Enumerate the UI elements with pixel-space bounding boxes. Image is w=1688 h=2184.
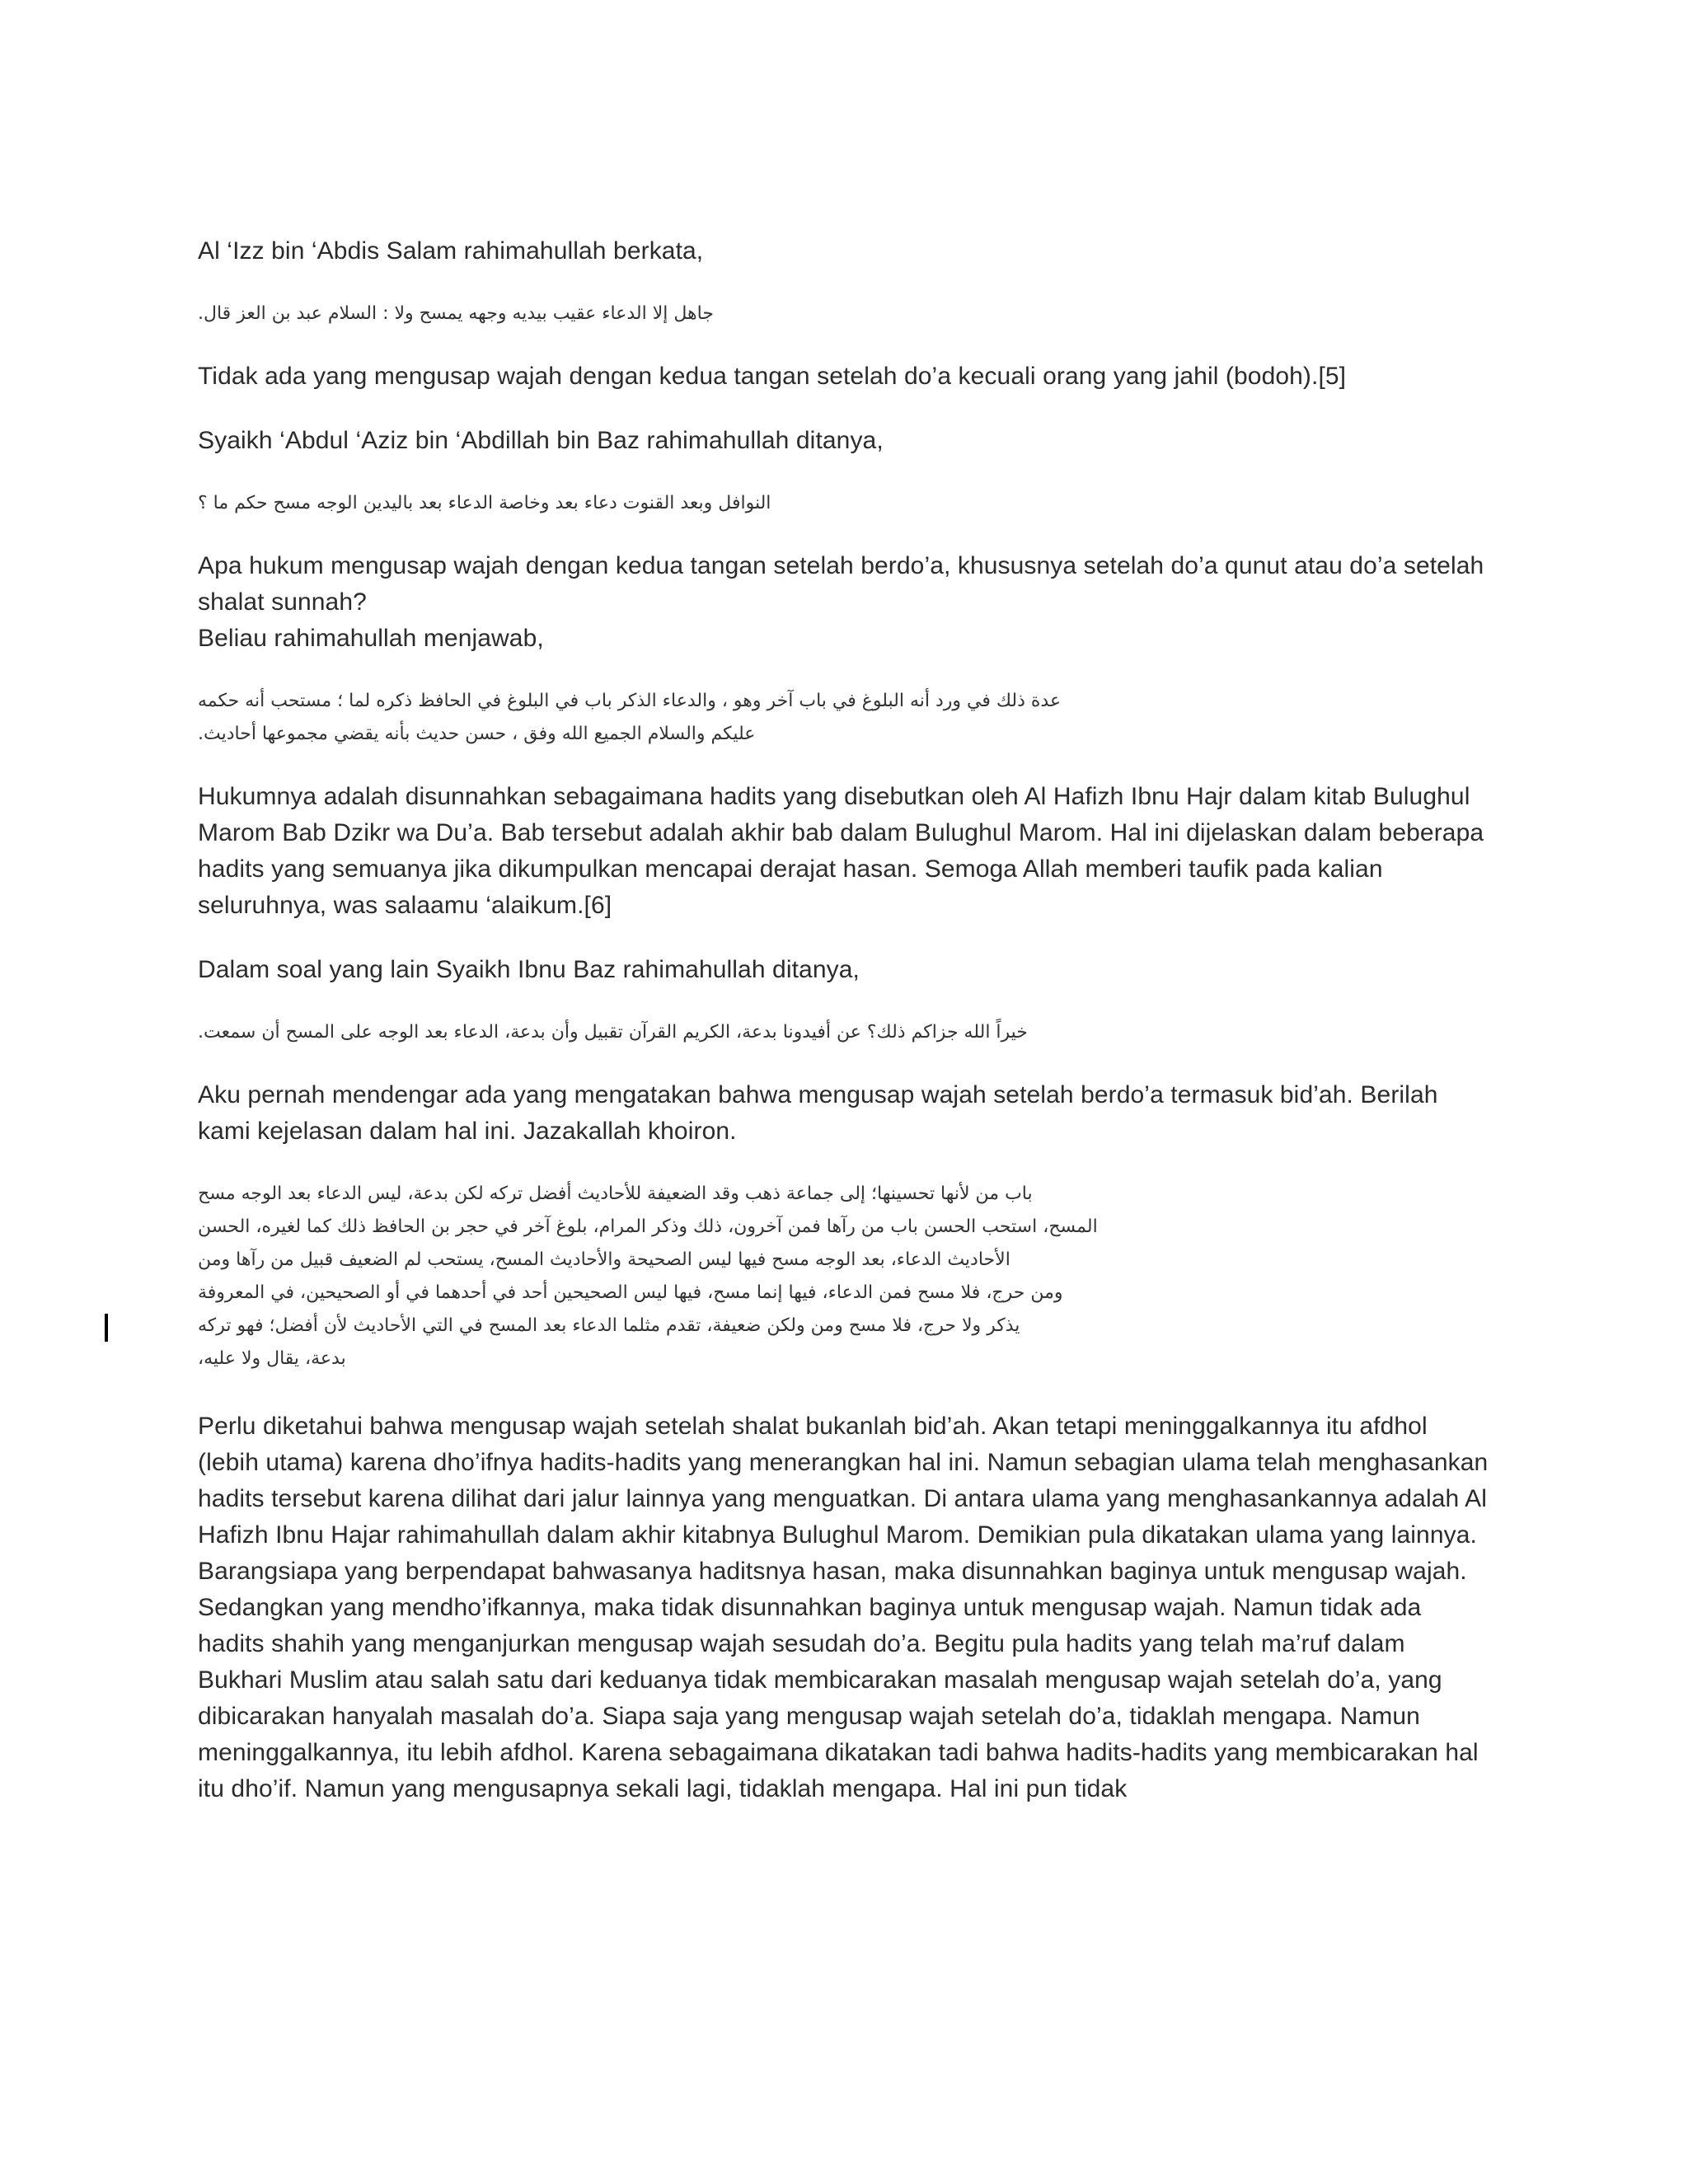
arabic-answer-bin-baz [198, 685, 1492, 751]
arabic-line: عليكم والسلام الجميع الله وفق ، حسن حديث بأنه يقضي مجموعها أحاديث. [198, 724, 756, 744]
paragraph-translation-2: Apa hukum mengusap wajah dengan kedua tangan setelah berdo’a, khususnya setelah do’a qunut atau do’a setelah shalat sunnah? [198, 552, 1484, 616]
arabic-line: جاهل إلا الدعاء عقيب بيديه وجهه يمسح ولا : السلام عبد بن العز قال. [198, 303, 714, 324]
arabic-question-2 [198, 1016, 1492, 1049]
arabic-line: باب من لأنها تحسينها؛ إلى جماعة ذهب وقد الضعيفة للأحاديث أفضل تركه لكن بدعة، ليس الدعاء بعد الوجه مسح [198, 1183, 1033, 1204]
arabic-line: الأحاديث الدعاء، بعد الوجه مسح فيها ليس الصحيحة والأحاديث المسح، يستحب لم الضعيف قبيل من رآها ومن [198, 1249, 1010, 1270]
arabic-line: بدعة، يقال ولا عليه، [198, 1348, 346, 1369]
arabic-line: ومن حرج، فلا مسح فمن الدعاء، فيها إنما مسح، فيها ليس الصحيحين أحد في أحدهما في أو الصحيحين، في المعروفة [198, 1282, 1063, 1303]
paragraph-translation-3: Hukumnya adalah disunnahkan sebagaimana hadits yang disebutkan oleh Al Hafizh Ibnu Hajr dalam kitab Bulughul Marom Bab Dzikr wa Du’a. Bab tersebut adalah akhir bab dalam Bulughul Marom. Hal ini dijelaskan dalam beberapa hadits yang semuanya jika dikumpulkan mencapai derajat hasan. Semoga Allah memberi taufik pada kalian seluruhnya, was salaamu ‘alaikum.[6] [198, 783, 1484, 919]
arabic-line: يذكر ولا حرج، فلا مسح ومن ولكن ضعيفة، تقدم مثلما الدعاء بعد المسح في التي الأحاديث لأن أفضل؛ فهو تركه [198, 1315, 1020, 1336]
paragraph-translation-5: Perlu diketahui bahwa mengusap wajah setelah shalat bukanlah bid’ah. Akan tetapi meninggalkannya itu afdhol (lebih utama) karena dho’ifnya hadits-hadits yang menerangkan hal ini. Namun sebagian ulama telah menghasankan hadits tersebut karena dilihat dari jalur lainnya yang menguatkan. Di antara ulama yang menghasankannya adalah Al Hafizh Ibnu Hajar rahimahullah dalam akhir kitabnya Bulughul Marom. Demikian pula dikatakan ulama yang lainnya. Barangsiapa yang berpendapat bahwasanya haditsnya hasan, maka disunnahkan baginya untuk mengusap wajah. Sedangkan yang mendho’ifkannya, maka tidak disunnahkan baginya untuk mengusap wajah. Namun tidak ada hadits shahih yang menganjurkan mengusap wajah sesudah do’a. Begitu pula hadits yang telah ma’ruf dalam Bukhari Muslim atau salah satu dari keduanya tidak membicarakan masalah mengusap wajah setelah do’a, yang dibicarakan hanyalah masalah do’a. Siapa saja yang mengusap wajah setelah do’a, tidaklah mengapa. Namun meninggalkannya, itu lebih afdhol. Karena sebagaimana dikatakan tadi bahwa hadits-hadits yang membicarakan hal itu dho’if. Namun yang mengusapnya sekali lagi, tidaklah mengapa. Hal ini pun tidak [198, 1413, 1489, 1802]
arabic-quote-al-izz [198, 298, 1492, 330]
arabic-line: المسح، استحب الحسن باب من رآها فمن آخرون، ذلك وذكر المرام، بلوغ آخر في حجر بن الحافظ ذلك كما لغيره، الحسن [198, 1216, 1098, 1237]
text-cursor [105, 1314, 108, 1342]
arabic-line: عدة ذلك في ورد أنه البلوغ في باب آخر وهو ، والدعاء الذكر باب في البلوغ في الحافظ ذكره لما ؛ مستحب أنه حكمه [198, 691, 1062, 711]
paragraph-translation-1: Tidak ada yang mengusap wajah dengan kedua tangan setelah do’a kecuali orang yang jahil (bodoh).[5] [198, 363, 1347, 390]
paragraph-intro-al-izz: Al ‘Izz bin ‘Abdis Salam rahimahullah berkata, [198, 237, 704, 265]
arabic-line: خيراً الله جزاكم ذلك؟ عن أفيدونا بدعة، الكريم القرآن تقبيل وأن بدعة، الدعاء بعد الوجه على المسح أن سمعت. [198, 1022, 1028, 1043]
document-body [198, 233, 1492, 1807]
paragraph-answer-intro: Beliau rahimahullah menjawab, [198, 625, 544, 652]
arabic-line: النوافل وبعد القنوت دعاء بعد وخاصة الدعاء بعد باليدين الوجه مسح حكم ما ؟ [198, 493, 771, 513]
paragraph-translation-4: Aku pernah mendengar ada yang mengatakan bahwa mengusap wajah setelah berdo’a termasuk bid’ah. Berilah kami kejelasan dalam hal ini. Jazakallah khoiron. [198, 1081, 1438, 1145]
paragraph-intro-question-2: Dalam soal yang lain Syaikh Ibnu Baz rahimahullah ditanya, [198, 956, 860, 983]
arabic-question-bin-baz [198, 487, 1492, 520]
paragraph-intro-bin-baz: Syaikh ‘Abdul ‘Aziz bin ‘Abdillah bin Baz rahimahullah ditanya, [198, 427, 884, 454]
arabic-answer-2 [198, 1178, 1492, 1376]
